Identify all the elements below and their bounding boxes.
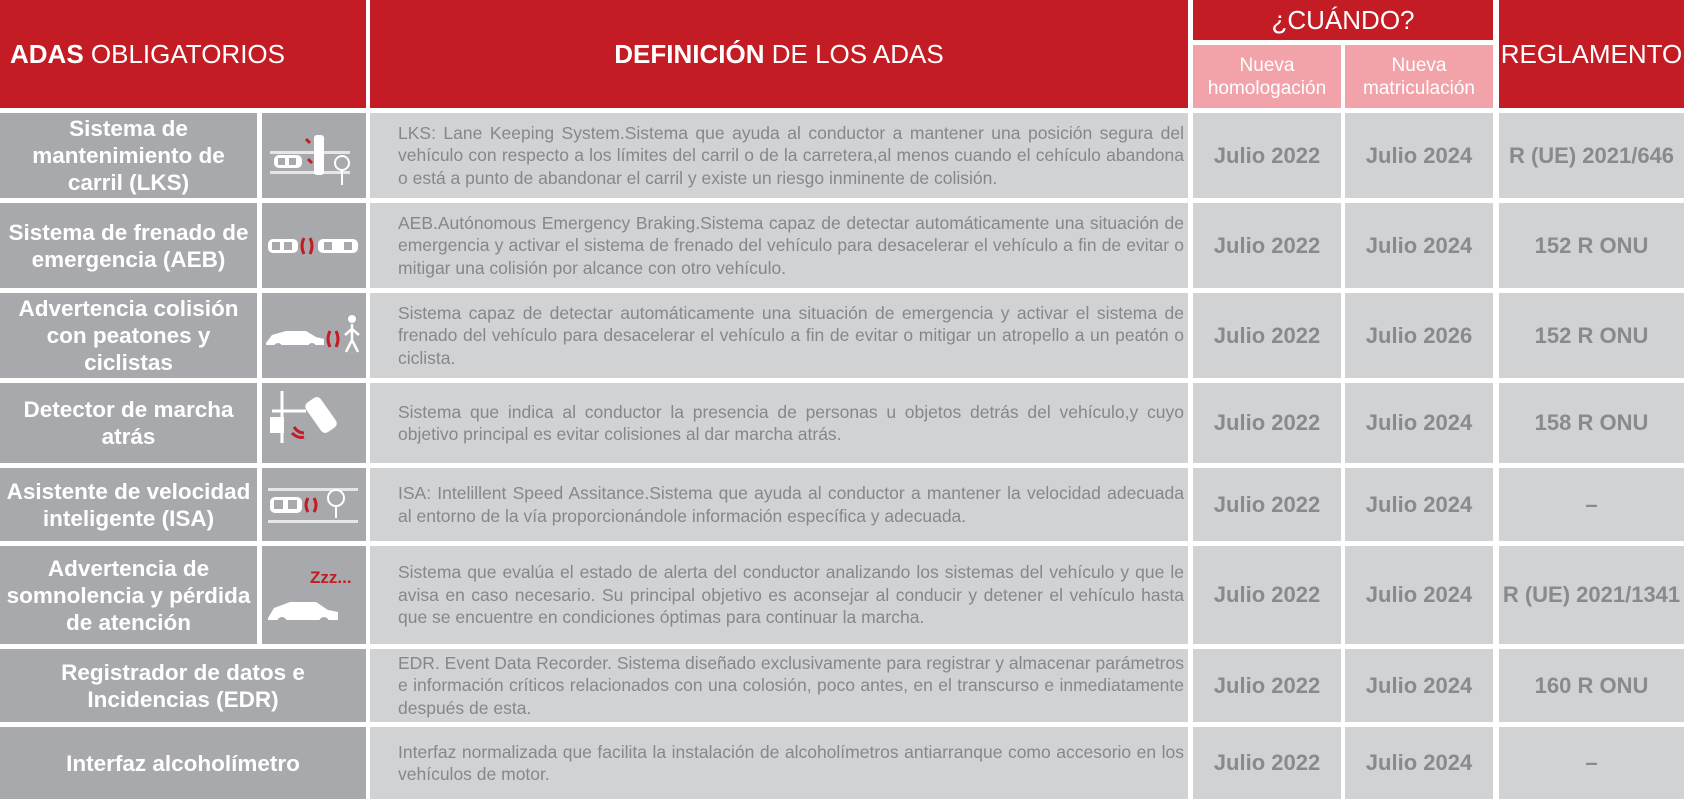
header-reglamento	[1499, 0, 1684, 108]
header-cuando	[1193, 0, 1493, 40]
header-homologacion-line1: Nueva	[1239, 54, 1295, 76]
row-name-line: inteligente (ISA)	[42, 505, 215, 531]
row-aeb-registration: Julio 2024	[1345, 203, 1493, 288]
row-name-line: mantenimiento de	[32, 143, 225, 168]
drowsiness-zzz-text: Zzz...	[310, 568, 352, 587]
row-name-line: emergencia (AEB)	[31, 246, 226, 272]
header-cuando-label: ¿CUÁNDO?	[1271, 4, 1415, 35]
row-name-line: ciclistas	[84, 350, 173, 375]
row-drowsiness-name	[0, 546, 257, 644]
row-name-line: de atención	[65, 609, 192, 635]
row-isa-definition: ISA: Intelillent Speed Assitance.Sistema que ayuda al conductor a mantener la velocidad adecuada al entorno de la vía proporcionándole información específica y adecuada.	[370, 468, 1188, 541]
row-name-line: Advertencia colisión	[18, 296, 239, 321]
row-lks-definition: LKS: Lane Keeping System.Sistema que ayuda al conductor a mantener una posición segura del vehículo con respecto a los límites del carril o de la carretera,al menos cuando el cehículo abandona o está a punto de abandonar el carril y existe un riesgo inminente de colisión.	[370, 113, 1188, 198]
header-adas-rest: OBLIGATORIOS	[83, 38, 285, 69]
header-homologacion-line2: homologación	[1207, 77, 1327, 99]
row-name-line: somnolencia y pérdida	[6, 582, 251, 608]
row-alcohol-registration: Julio 2024	[1345, 727, 1493, 799]
row-alcohol-regulation: –	[1499, 727, 1684, 799]
row-isa-name	[0, 468, 257, 541]
row-pedestrian-registration: Julio 2026	[1345, 293, 1493, 378]
row-edr-name	[0, 649, 366, 722]
row-drowsiness-definition: Sistema que evalúa el estado de alerta del conductor analizando los sistemas del vehículo y que le avisa en caso necesario. Su principal objetivo es aconsejar al conducir y detener el vehículo hasta que se encuentre en condiciones óptimas para continuar la marcha.	[370, 546, 1188, 644]
row-edr-homologation: Julio 2022	[1193, 649, 1341, 722]
reverse-detector-icon	[262, 383, 366, 463]
row-name-line: Advertencia de	[47, 555, 210, 581]
row-reverse-registration: Julio 2024	[1345, 383, 1493, 463]
row-name-line: carril (LKS)	[67, 170, 190, 195]
emergency-braking-icon	[262, 203, 366, 288]
row-name-line: Detector de marcha	[23, 397, 234, 422]
row-name-line: con peatones y	[46, 323, 211, 348]
row-isa-homologation: Julio 2022	[1193, 468, 1341, 541]
row-isa-regulation: –	[1499, 468, 1684, 541]
row-aeb-name	[0, 203, 257, 288]
header-nueva-matriculacion	[1345, 45, 1493, 108]
row-pedestrian-regulation: 152 R ONU	[1499, 293, 1684, 378]
row-pedestrian-name	[0, 293, 257, 378]
pedestrian-warning-icon	[262, 293, 366, 378]
row-drowsiness-regulation: R (UE) 2021/1341	[1499, 546, 1684, 644]
row-drowsiness-registration: Julio 2024	[1345, 546, 1493, 644]
header-adas-obligatorios	[0, 0, 366, 108]
header-nueva-homologacion	[1193, 45, 1341, 108]
row-name-line: atrás	[101, 424, 156, 449]
row-lks-name	[0, 113, 257, 198]
row-aeb-definition: AEB.Autónomous Emergency Braking.Sistema capaz de detectar automáticamente una situación de emergencia y activar el sistema de frenado del vehículo para desacelerar el vehículo a fin de evitar o mitigar una colisión por alcance con otro vehículo.	[370, 203, 1188, 288]
row-name-line: Interfaz alcoholímetro	[66, 750, 300, 776]
row-name-line: Asistente de velocidad	[6, 478, 251, 504]
row-aeb-homologation: Julio 2022	[1193, 203, 1341, 288]
row-edr-regulation: 160 R ONU	[1499, 649, 1684, 722]
row-drowsiness-homologation: Julio 2022	[1193, 546, 1341, 644]
row-alcohol-homologation: Julio 2022	[1193, 727, 1341, 799]
row-name-line: Incidencias (EDR)	[87, 686, 279, 712]
speed-assist-icon	[262, 468, 366, 541]
row-reverse-homologation: Julio 2022	[1193, 383, 1341, 463]
row-reverse-definition: Sistema que indica al conductor la presencia de personas u objetos detrás del vehículo,y cuyo objetivo principal es evitar colisiones al dar marcha atrás.	[370, 383, 1188, 463]
row-reverse-name	[0, 383, 257, 463]
row-lks-regulation: R (UE) 2021/646	[1499, 113, 1684, 198]
header-definicion-rest: DE LOS ADAS	[764, 38, 944, 69]
header-matriculacion-line2: matriculación	[1363, 77, 1475, 99]
row-name-line: Registrador de datos e	[61, 659, 305, 685]
row-name-line: Sistema de frenado de	[8, 219, 249, 245]
row-reverse-regulation: 158 R ONU	[1499, 383, 1684, 463]
row-pedestrian-homologation: Julio 2022	[1193, 293, 1341, 378]
header-definicion	[370, 0, 1188, 108]
row-pedestrian-definition: Sistema capaz de detectar automáticamente una situación de emergencia y activar el sistema de frenado del vehículo para desacelerar el vehículo a fin de evitar o mitigar un atropello a un peatón o ciclista.	[370, 293, 1188, 378]
row-lks-registration: Julio 2024	[1345, 113, 1493, 198]
row-aeb-regulation: 152 R ONU	[1499, 203, 1684, 288]
row-edr-definition: EDR. Event Data Recorder. Sistema diseñado exclusivamente para registrar y almacenar parámetros e información críticos relacionados con una colosión, poco antes, en el transcurso e inmediatamente después de esta.	[370, 649, 1188, 722]
row-lks-homologation: Julio 2022	[1193, 113, 1341, 198]
row-alcohol-name	[0, 727, 366, 799]
lane-keeping-icon	[262, 113, 366, 198]
header-matriculacion-line1: Nueva	[1391, 54, 1447, 76]
header-definicion-bold: DEFINICIÓN	[614, 38, 765, 69]
row-alcohol-definition: Interfaz normalizada que facilita la instalación de alcoholímetros antiarranque como accesorio en los vehículos de motor.	[370, 727, 1188, 799]
row-isa-registration: Julio 2024	[1345, 468, 1493, 541]
header-reglamento-label: REGLAMENTO	[1500, 38, 1683, 69]
row-name-line: Sistema de	[69, 116, 188, 141]
drowsiness-icon	[262, 546, 366, 644]
header-adas-bold: ADAS	[10, 38, 84, 69]
row-edr-registration: Julio 2024	[1345, 649, 1493, 722]
